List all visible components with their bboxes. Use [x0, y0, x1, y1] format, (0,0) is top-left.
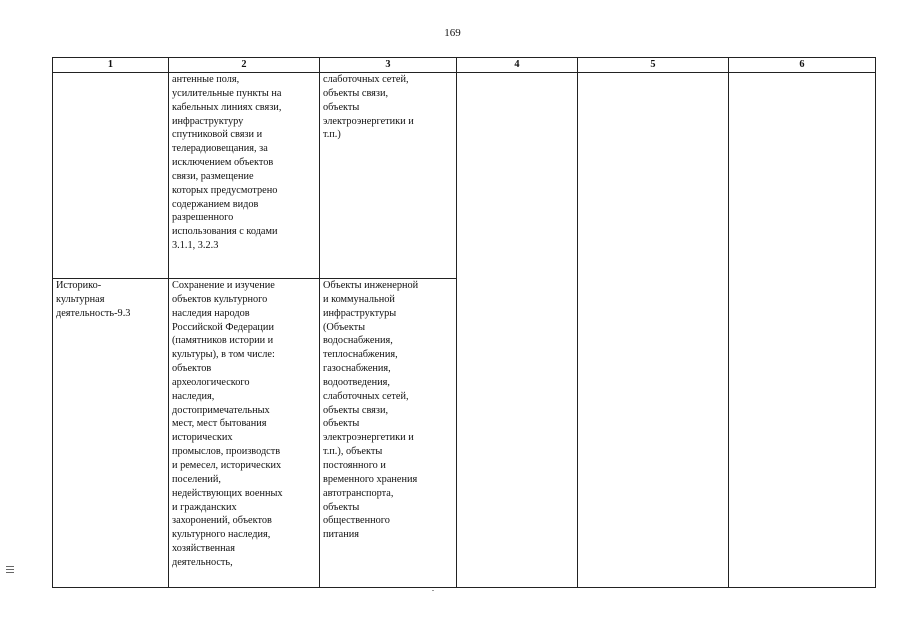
cell-use-type — [53, 73, 169, 279]
table-row — [53, 73, 876, 279]
col-header-6: 6 — [729, 58, 876, 73]
header-row — [53, 58, 876, 73]
cell-description: антенные поля, усилительные пункты на кабельных линиях связи, инфраструктуру спутниковой связи и телерадиовещания, за исключением объектов связи, размещение которых предусмотрено содержанием видов разрешенного использования с кодами 3.1.1, 3.2.3 — [169, 73, 320, 279]
col-header-4: 4 — [457, 58, 578, 73]
col-header-3: 3 — [320, 58, 457, 73]
cell-col6-merged — [729, 73, 876, 588]
col-header-5: 5 — [578, 58, 729, 73]
regulation-table — [52, 57, 876, 588]
col-header-2: 2 — [169, 58, 320, 73]
cell-use-type: Историко- культурная деятельность-9.3 — [53, 279, 169, 588]
cell-objects: Объекты инженерной и коммунальной инфраструктуры (Объекты водоснабжения, теплоснабжения, газоснабжения, водоотведения, слаботочных сетей, объекты связи, объекты электроэнергетики и т.п.), объекты постоянного и временного хранения автотранспорта, объекты общественного питания — [320, 279, 457, 588]
cell-col5-merged — [578, 73, 729, 588]
cell-col4-merged — [457, 73, 578, 588]
cell-objects: слаботочных сетей, объекты связи, объекты электроэнергетики и т.п.) — [320, 73, 457, 279]
margin-scan-mark — [6, 566, 14, 576]
col-header-1: 1 — [53, 58, 169, 73]
scan-speck — [432, 590, 434, 591]
page-number: 169 — [444, 27, 461, 39]
cell-description: Сохранение и изучение объектов культурного наследия народов Российской Федерации (памятников истории и культуры), в том числе: объектов археологического наследия, достопримечательных мест, мест бытования исторических промыслов, производств и ремесел, исторических поселений, недействующих военных и гражданских захоронений, объектов культурного наследия, хозяйственная деятельность, — [169, 279, 320, 588]
